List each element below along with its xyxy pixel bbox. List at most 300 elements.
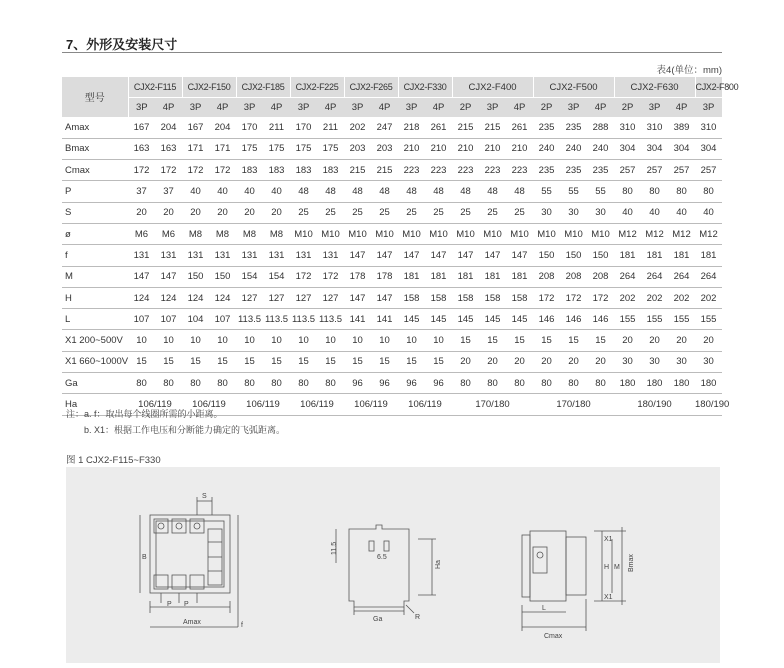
table-cell: 170/180 [452, 394, 533, 415]
table-cell: 15 [371, 351, 398, 372]
table-cell: M10 [317, 223, 344, 244]
table-cell: 210 [479, 138, 506, 159]
table-cell: 170 [290, 117, 317, 138]
table-cell: 171 [209, 138, 236, 159]
table-cell: 40 [695, 202, 722, 223]
table-cell: 203 [371, 138, 398, 159]
label-x1-bottom: X1 [604, 594, 613, 601]
table-cell: 15 [290, 351, 317, 372]
table-cell: 147 [344, 245, 371, 266]
table-cell: 107 [209, 309, 236, 330]
table-cell: 20 [236, 202, 263, 223]
figure-caption: 图 1 CJX2-F115~F330 [66, 455, 161, 466]
table-cell: M10 [452, 223, 479, 244]
table-cell: 158 [398, 287, 425, 308]
table-cell: 147 [344, 287, 371, 308]
row-label: X1 660~1000V [62, 351, 128, 372]
table-cell: 20 [668, 330, 695, 351]
table-cell: 106/119 [344, 394, 398, 415]
model-header: CJX2-F330 [398, 77, 452, 98]
table-cell: M12 [614, 223, 641, 244]
table-cell: 257 [695, 160, 722, 181]
table-cell: 40 [236, 181, 263, 202]
table-cell: 124 [209, 287, 236, 308]
table-cell: 150 [182, 266, 209, 287]
table-cell: 154 [236, 266, 263, 287]
table-cell: 183 [317, 160, 344, 181]
table-cell: 235 [560, 160, 587, 181]
table-cell: 180 [668, 373, 695, 394]
label-bmax: Bmax [628, 554, 635, 572]
dimension-drawings [66, 467, 720, 663]
table-cell: 15 [587, 330, 614, 351]
table-cell: 20 [587, 351, 614, 372]
table-cell: 172 [587, 287, 614, 308]
table-cell: 96 [425, 373, 452, 394]
table-cell: 48 [317, 181, 344, 202]
table-cell: 158 [452, 287, 479, 308]
table-cell: 80 [128, 373, 155, 394]
table-cell: 223 [425, 160, 452, 181]
table-cell: 211 [317, 117, 344, 138]
table-cell: 215 [479, 117, 506, 138]
table-cell: M10 [398, 223, 425, 244]
table-cell: 107 [155, 309, 182, 330]
table-cell: 204 [155, 117, 182, 138]
label-b: B [142, 554, 147, 561]
table-cell: 131 [290, 245, 317, 266]
table-cell: 167 [128, 117, 155, 138]
table-cell: 147 [398, 245, 425, 266]
table-cell: 167 [182, 117, 209, 138]
table-cell: M8 [209, 223, 236, 244]
table-cell: 55 [533, 181, 560, 202]
table-cell: 15 [452, 330, 479, 351]
table-cell: 131 [263, 245, 290, 266]
table-cell: 127 [236, 287, 263, 308]
table-cell: 40 [209, 181, 236, 202]
table-cell: M10 [290, 223, 317, 244]
table-cell: 80 [236, 373, 263, 394]
table-cell: 175 [236, 138, 263, 159]
table-cell: 146 [587, 309, 614, 330]
table-cell: 10 [317, 330, 344, 351]
label-p: P [167, 601, 172, 608]
table-cell: 210 [425, 138, 452, 159]
table-cell: 175 [263, 138, 290, 159]
table-cell: 48 [452, 181, 479, 202]
row-label: M [62, 266, 128, 287]
title-divider [62, 52, 722, 53]
table-cell: 15 [479, 330, 506, 351]
table-cell: 15 [344, 351, 371, 372]
table-cell: 113.5 [317, 309, 344, 330]
table-cell: 124 [128, 287, 155, 308]
table-cell: 30 [533, 202, 560, 223]
table-cell: 147 [155, 266, 182, 287]
pole-header: 3P [641, 98, 668, 118]
table-cell: 20 [479, 351, 506, 372]
table-cell: 40 [668, 202, 695, 223]
table-cell: 20 [641, 330, 668, 351]
table-cell: 181 [641, 245, 668, 266]
model-header: CJX2-F265 [344, 77, 398, 98]
table-cell: 147 [479, 245, 506, 266]
pole-header: 4P [506, 98, 533, 118]
table-cell: 106/119 [398, 394, 452, 415]
label-m: M [614, 564, 620, 571]
row-label: P [62, 181, 128, 202]
table-row [62, 181, 722, 202]
table-cell: 210 [398, 138, 425, 159]
table-cell: 10 [398, 330, 425, 351]
pole-header: 4P [371, 98, 398, 118]
label-amax: Amax [183, 619, 201, 626]
pole-header: 4P [155, 98, 182, 118]
table-cell: 48 [371, 181, 398, 202]
table-cell: 10 [344, 330, 371, 351]
pole-header: 3P [290, 98, 317, 118]
table-cell: 155 [668, 309, 695, 330]
table-row [62, 330, 722, 351]
table-cell: 15 [155, 351, 182, 372]
table-cell: 145 [425, 309, 452, 330]
table-cell: 10 [263, 330, 290, 351]
table-cell: 127 [290, 287, 317, 308]
model-header: CJX2-F150 [182, 77, 236, 98]
pole-header: 4P [668, 98, 695, 118]
table-cell: 106/119 [236, 394, 290, 415]
pole-header: 2P [614, 98, 641, 118]
table-cell: 106/119 [182, 394, 236, 415]
table-cell: 158 [479, 287, 506, 308]
table-cell: 25 [290, 202, 317, 223]
table-cell: 25 [506, 202, 533, 223]
table-cell: 20 [128, 202, 155, 223]
table-cell: 215 [344, 160, 371, 181]
table-cell: 163 [128, 138, 155, 159]
table-cell: 175 [290, 138, 317, 159]
table-cell: 25 [479, 202, 506, 223]
table-cell: M12 [641, 223, 668, 244]
table-cell: 202 [344, 117, 371, 138]
table-cell: 154 [263, 266, 290, 287]
table-cell: 48 [506, 181, 533, 202]
table-row [62, 287, 722, 308]
table-cell: 264 [668, 266, 695, 287]
label-6-5: 6.5 [377, 554, 387, 561]
table-cell: 15 [425, 351, 452, 372]
table-cell: 80 [209, 373, 236, 394]
table-cell: 40 [182, 181, 209, 202]
table-cell: 172 [155, 160, 182, 181]
table-cell: 170/180 [533, 394, 614, 415]
table-cell: 15 [533, 330, 560, 351]
model-header: CJX2-F500 [533, 77, 614, 98]
pole-header: 3P [398, 98, 425, 118]
model-header: CJX2-F800 [695, 77, 722, 98]
table-cell: 55 [560, 181, 587, 202]
table-row [62, 373, 722, 394]
label-h: H [604, 564, 610, 571]
label-ha: Ha [435, 560, 442, 569]
table-cell: M10 [371, 223, 398, 244]
table-cell: 147 [506, 245, 533, 266]
table-cell: 48 [344, 181, 371, 202]
table-cell: 175 [317, 138, 344, 159]
table-cell: M8 [236, 223, 263, 244]
table-cell: 147 [425, 245, 452, 266]
table-cell: 210 [506, 138, 533, 159]
table-cell: M6 [155, 223, 182, 244]
note-a: 注：a. f：取出每个线圈所需的小距离。 [66, 409, 223, 419]
table-cell: 181 [479, 266, 506, 287]
table-cell: 131 [155, 245, 182, 266]
table-cell: 80 [155, 373, 182, 394]
table-cell: 20 [155, 202, 182, 223]
table-cell: 106/119 [128, 394, 182, 415]
table-cell: 172 [182, 160, 209, 181]
table-cell: 10 [209, 330, 236, 351]
table-cell: 30 [641, 351, 668, 372]
table-cell: 15 [317, 351, 344, 372]
model-label: 型号 [62, 77, 128, 117]
table-cell: 25 [425, 202, 452, 223]
table-cell: 15 [236, 351, 263, 372]
table-cell: M12 [668, 223, 695, 244]
table-row [62, 138, 722, 159]
row-label: Ga [62, 373, 128, 394]
table-cell: 96 [344, 373, 371, 394]
label-p-2: P [184, 601, 189, 608]
table-cell: 304 [668, 138, 695, 159]
table-cell: 40 [614, 202, 641, 223]
table-cell: 113.5 [236, 309, 263, 330]
table-cell: 15 [506, 330, 533, 351]
table-cell: 215 [452, 117, 479, 138]
table-caption: 表4(单位：mm) [656, 65, 722, 76]
table-cell: 25 [452, 202, 479, 223]
table-cell: 163 [155, 138, 182, 159]
table-cell: 235 [533, 160, 560, 181]
table-cell: 211 [263, 117, 290, 138]
table-cell: 172 [128, 160, 155, 181]
table-cell: M10 [425, 223, 452, 244]
row-label: Amax [62, 117, 128, 138]
table-cell: 158 [506, 287, 533, 308]
table-cell: 124 [182, 287, 209, 308]
row-label: L [62, 309, 128, 330]
table-cell: 208 [560, 266, 587, 287]
table-cell: 25 [371, 202, 398, 223]
table-cell: 310 [614, 117, 641, 138]
table-cell: 20 [614, 330, 641, 351]
table-cell: 180 [695, 373, 722, 394]
table-cell: 223 [506, 160, 533, 181]
row-label: ø [62, 223, 128, 244]
table-cell: 171 [182, 138, 209, 159]
table-cell: 15 [128, 351, 155, 372]
table-cell: M10 [587, 223, 614, 244]
table-cell: 25 [398, 202, 425, 223]
model-header: CJX2-F185 [236, 77, 290, 98]
table-cell: 30 [695, 351, 722, 372]
pole-header: 4P [425, 98, 452, 118]
table-cell: 131 [236, 245, 263, 266]
table-cell: 264 [641, 266, 668, 287]
mounting-plate-drawing [336, 525, 436, 615]
table-cell: 240 [560, 138, 587, 159]
table-row [62, 202, 722, 223]
model-header: CJX2-F115 [128, 77, 182, 98]
table-cell: 240 [533, 138, 560, 159]
table-cell: 257 [614, 160, 641, 181]
table-cell: 15 [209, 351, 236, 372]
table-cell: 15 [263, 351, 290, 372]
table-cell: 155 [695, 309, 722, 330]
table-cell: 223 [452, 160, 479, 181]
table-cell: 80 [452, 373, 479, 394]
dimension-drawing-panel [66, 467, 720, 663]
table-cell: 180 [614, 373, 641, 394]
table-cell: 389 [668, 117, 695, 138]
label-cmax: Cmax [544, 633, 563, 640]
table-row [62, 266, 722, 287]
table-cell: 172 [209, 160, 236, 181]
table-row [62, 245, 722, 266]
table-cell: 183 [290, 160, 317, 181]
table-cell: 15 [398, 351, 425, 372]
table-cell: 223 [479, 160, 506, 181]
table-cell: 80 [668, 181, 695, 202]
table-cell: 40 [263, 181, 290, 202]
table-cell: 20 [533, 351, 560, 372]
table-row [62, 351, 722, 372]
table-cell: 172 [290, 266, 317, 287]
header-row-poles [62, 98, 722, 118]
model-header: CJX2-F400 [452, 77, 533, 98]
table-cell: 80 [614, 181, 641, 202]
table-cell: 10 [290, 330, 317, 351]
table-cell: 10 [182, 330, 209, 351]
table-cell: 180/190 [695, 394, 722, 415]
table-cell: 181 [668, 245, 695, 266]
label-s: S [202, 493, 207, 500]
table-cell: 155 [641, 309, 668, 330]
table-cell: 10 [128, 330, 155, 351]
table-cell: 107 [128, 309, 155, 330]
table-cell: 172 [533, 287, 560, 308]
table-cell: 10 [371, 330, 398, 351]
pole-header: 2P [452, 98, 479, 118]
table-cell: M10 [533, 223, 560, 244]
table-cell: 178 [371, 266, 398, 287]
table-cell: 10 [155, 330, 182, 351]
table-cell: 264 [614, 266, 641, 287]
table-cell: 147 [371, 287, 398, 308]
table-cell: 80 [290, 373, 317, 394]
table-cell: M12 [695, 223, 722, 244]
pole-header: 2P [533, 98, 560, 118]
table-cell: 80 [533, 373, 560, 394]
model-header: CJX2-F630 [614, 77, 695, 98]
table-cell: 20 [452, 351, 479, 372]
table-cell: 288 [587, 117, 614, 138]
row-label: f [62, 245, 128, 266]
label-ga: Ga [373, 616, 383, 623]
table-cell: 181 [614, 245, 641, 266]
table-cell: 55 [587, 181, 614, 202]
table-cell: 25 [344, 202, 371, 223]
table-cell: 127 [317, 287, 344, 308]
table-cell: 80 [695, 181, 722, 202]
table-cell: 178 [344, 266, 371, 287]
table-cell: 145 [452, 309, 479, 330]
dimension-table [62, 77, 739, 416]
table-cell: 247 [371, 117, 398, 138]
table-cell: 48 [479, 181, 506, 202]
table-cell: 257 [668, 160, 695, 181]
table-cell: 257 [641, 160, 668, 181]
row-label: X1 200~500V [62, 330, 128, 351]
table-cell: 96 [371, 373, 398, 394]
table-cell: 37 [128, 181, 155, 202]
table-cell: 147 [371, 245, 398, 266]
table-cell: 20 [209, 202, 236, 223]
table-cell: 15 [182, 351, 209, 372]
table-cell: 145 [479, 309, 506, 330]
table-cell: 80 [587, 373, 614, 394]
table-cell: 113.5 [290, 309, 317, 330]
table-cell: 218 [398, 117, 425, 138]
table-cell: 235 [533, 117, 560, 138]
pole-header: 3P [695, 98, 722, 118]
table-cell: 150 [209, 266, 236, 287]
table-cell: 48 [290, 181, 317, 202]
table-cell: 304 [695, 138, 722, 159]
table-cell: 223 [398, 160, 425, 181]
table-cell: 113.5 [263, 309, 290, 330]
table-cell: 261 [506, 117, 533, 138]
section-title: 7、外形及安装尺寸 [66, 37, 178, 52]
table-cell: 20 [263, 202, 290, 223]
table-cell: 202 [695, 287, 722, 308]
table-cell: 240 [587, 138, 614, 159]
pole-header: 3P [182, 98, 209, 118]
table-cell: M10 [479, 223, 506, 244]
table-cell: 202 [641, 287, 668, 308]
table-cell: 147 [452, 245, 479, 266]
table-cell: 304 [614, 138, 641, 159]
table-cell: 20 [560, 351, 587, 372]
row-label: Bmax [62, 138, 128, 159]
table-cell: 183 [263, 160, 290, 181]
table-cell: 80 [317, 373, 344, 394]
table-cell: 150 [533, 245, 560, 266]
table-cell: M10 [560, 223, 587, 244]
table-cell: 150 [587, 245, 614, 266]
table-cell: 80 [560, 373, 587, 394]
table-cell: 124 [155, 287, 182, 308]
table-cell: 141 [371, 309, 398, 330]
table-cell: 172 [317, 266, 344, 287]
table-cell: 208 [533, 266, 560, 287]
table-cell: 183 [236, 160, 263, 181]
pole-header: 3P [344, 98, 371, 118]
table-cell: 15 [560, 330, 587, 351]
table-cell: 131 [182, 245, 209, 266]
table-cell: 202 [614, 287, 641, 308]
